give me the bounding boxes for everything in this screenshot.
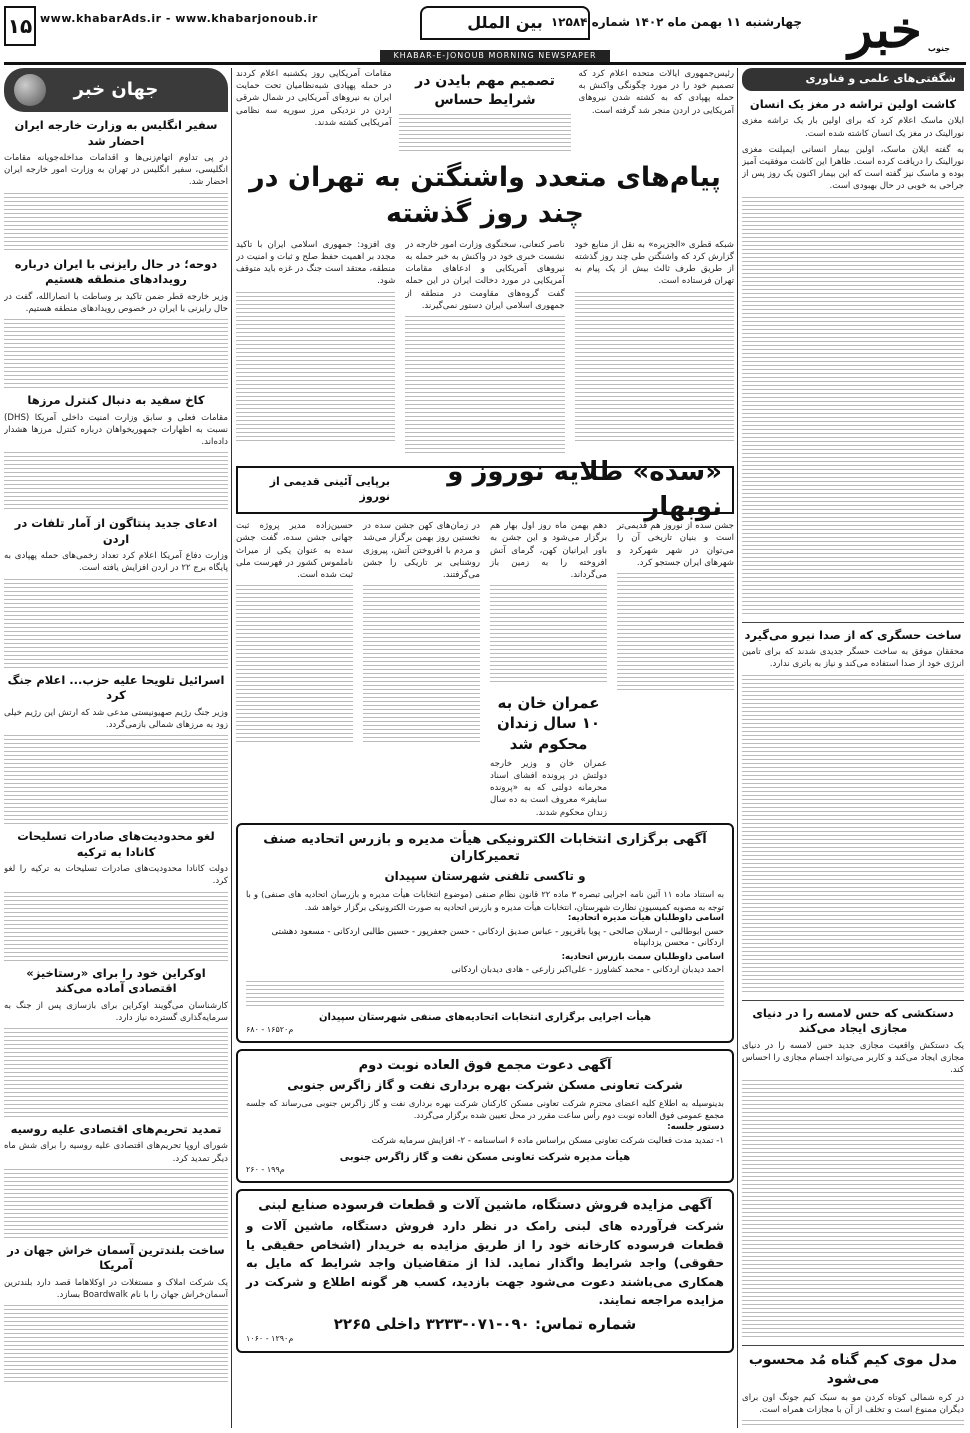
ad-subtitle: و تاکسی تلفنی شهرستان سپیدان — [384, 868, 586, 883]
article-headline[interactable]: کاشت اولین تراشه در مغز یک انسان — [749, 96, 957, 111]
article-headline[interactable]: مدل موی کیم گناه مُد محسوب می‌شود — [748, 1352, 958, 1388]
article-body: یک شرکت املاک و مستغلات در اوکلاهاما قصد دارد بلندترین آسمان‌خراش جهان را با نام Boardwalk بسازد. — [4, 1277, 228, 1301]
ad-text-block — [246, 981, 724, 1007]
article-text-block — [4, 892, 228, 962]
ad-subtitle: شرکت تعاونی مسکن شرکت بهره برداری نفت و گاز زاگرس جنوبی — [287, 1077, 683, 1092]
ad-signature: هیأت اجرایی برگزاری انتخابات اتحادیه‌های صنفی شهرستان سپیدان — [318, 1012, 652, 1023]
masthead — [0, 0, 970, 66]
ad-body: شرکت فرآورده های لبنی رامک در نظر دارد فروش دستگاه، ماشین آلات و قطعات فرسوده کارخانه خود را از طریق مزایده به خریدار (اشخاص حقیقی یا حقوقی) واجد شرایط واگذار نماید. لذا از متقاضیان واجد شرایط که مایل به همکاری می‌باشند دعوت می‌شود جهت بازدید، کسب هر گونه اطلاع و شرکت در مزایده مراجعه نمایند. — [246, 1218, 724, 1308]
article-text-block — [4, 735, 228, 825]
article-text-block — [575, 292, 734, 442]
article-text-block — [4, 193, 228, 253]
article-body: وی افزود: جمهوری اسلامی ایران با تاکید مجدد بر اهمیت حفظ صلح و ثبات و امنیت در منطقه، معتقد است جنگ در غزه باید متوقف شود. — [236, 239, 396, 287]
article-body: در زمان‌های کهن جشن سده در نخستین روز بهمن برگزار می‌شد و مردم با افروختن آتش، پیروزی روشنایی بر تاریکی را جشن می‌گرفتند. — [363, 521, 480, 580]
ad-list: حسن ابوطالبی - ارسلان صالحی - پویا باقرپور - عباس صدیق اردکانی - حسن جعفرپور - حسین طالبی اردکانی - مسعود دهشتی اردکانی - محسن یزدانپناه — [271, 926, 724, 949]
ad-reference: ۶۸۰ - ۱۶۵۲۰م — [246, 1024, 294, 1034]
article-text-block — [236, 585, 353, 745]
article-text-block — [742, 1420, 964, 1428]
assembly-notice-ad — [236, 1049, 734, 1183]
article-headline[interactable]: تمدید تحریم‌های اقتصادی علیه روسیه — [10, 1121, 222, 1136]
article-headline[interactable]: ساخت حسگری که از صدا نیرو می‌گیرد — [744, 627, 962, 642]
article-body: مقامات آمریکایی روز یکشنبه اعلام کردند در حمله پهپادی شبه‌نظامیان تحت حمایت ایران به نیروهای آمریکایی در شمال شرقی اردن در نزدیکی مرز سوریه سه نظامی آمریکایی کشته شدند. — [236, 69, 392, 128]
top-rule — [4, 62, 966, 65]
world-news-column — [4, 68, 228, 1428]
article-body: حسین‌زاده مدیر پروژه ثبت جهانی جشن سده، گفت جشن سده به عنوان یکی از میراث ناملموس کشور در فهرست ملی ثبت شده است. — [236, 521, 353, 580]
article-body: وزارت دفاع آمریکا اعلام کرد تعداد زخمی‌های حمله پهپادی به پایگاه برج ۲۲ در اردن افزایش یافته است. — [4, 551, 228, 574]
article-text-block — [4, 319, 228, 389]
article-headline[interactable]: دوحه؛ در حال رایزنی با ایران درباره رویدادهای منطقه هستیم — [14, 256, 218, 287]
top-story — [236, 68, 734, 156]
article-body: در پی تداوم اتهام‌زنی‌ها و اقدامات مداخله‌جویانه مقامات انگلیسی، سفیر انگلیس در تهران به وزارت امور خارجه ایران احضار شد. — [4, 153, 228, 188]
article-body: رئیس‌جمهوری ایالات متحده اعلام کرد که تصمیم خود را در مورد چگونگی واکنش به حمله پهپادی که به کشته شدن نیروهای آمریکایی در اردن منجر شد گرفته است. — [578, 69, 734, 116]
feature-headline[interactable]: «سده» طلایه نوروز و نوبهار — [447, 457, 722, 523]
article-headline[interactable]: ادعای جدید پنتاگون از آمار تلفات در اردن — [14, 516, 218, 546]
article-headline[interactable]: لغو محدودیت‌های صادرات تسلیحات کانادا به ترکیه — [17, 829, 215, 859]
ad-signature: هیأت مدیره شرکت تعاونی مسکن نفت و گاز زاگرس جنوبی — [339, 1152, 631, 1164]
article-text-block — [742, 197, 964, 617]
article-headline[interactable]: اوکراین خود را برای «رستاخیز» اقتصادی آماده می‌کند — [26, 965, 206, 996]
election-notice-ad — [236, 823, 734, 1043]
article-text-block — [4, 579, 228, 669]
column-header-title: جهان خبر — [73, 78, 159, 100]
article-text-block — [405, 316, 564, 456]
article-headline[interactable]: دستکشی که حس لامسه را در دنیای مجازی ایجاد می‌کند — [752, 1005, 954, 1036]
ad-title: آگهی دعوت مجمع فوق العاده نوبت دوم — [358, 1058, 612, 1074]
international-column — [236, 68, 734, 1428]
divider — [742, 1345, 964, 1346]
article-body: محققان موفق به ساخت حسگر جدیدی شدند که برای تامین انرژی خود از صدا استفاده می‌کند و نیاز به باتری ندارد. — [742, 647, 964, 670]
article-headline[interactable]: اسرائیل تلویحا علیه حزب... اعلام جنگ کرد — [7, 672, 225, 703]
ad-agenda-title: دستور جلسه: — [667, 1121, 724, 1132]
ad-agenda-items: ۱- تمدید مدت فعالیت شرکت تعاونی مسکن براساس ماده ۶ اساسنامه - ۲- افزایش سرمایه شرکت — [371, 1135, 724, 1146]
article-body: وزیر خارجه قطر ضمن تاکید بر وساطت با انصارالله، گفت در حال رایزنی با ایران در خصوص رویدادهای منطقه هستیم. — [4, 291, 228, 314]
article-body: ایلان ماسک اعلام کرد که برای اولین بار یک تراشه مغزی نورالینک در مغز یک انسان کاشته شده است. — [742, 116, 964, 139]
article-text-block — [4, 1028, 228, 1118]
newspaper-logo[interactable]: خبر — [848, 0, 922, 59]
article-body: دولت کانادا محدودیت‌های صادرات تسلیحات به ترکیه را لغو کرد. — [4, 864, 228, 887]
logo-subtitle: جنوب — [927, 44, 950, 53]
article-text-block — [236, 292, 395, 442]
science-column — [742, 68, 964, 1428]
article-text-block — [742, 675, 964, 995]
article-headline[interactable]: سفیر انگلیس به وزارت خارجه ایران احضار شد — [14, 118, 218, 148]
article-text-block — [490, 585, 607, 685]
article-text-block — [4, 1305, 228, 1385]
page-number: ۱۵ — [4, 6, 36, 46]
ad-list-title: اسامی داوطلبان سمت بازرس اتحادیه: — [561, 951, 724, 962]
article-body: مقامات فعلی و سابق وزارت امنیت داخلی آمریکا (DHS) نسبت به اظهارات جمهوریخواهان درباره کنترل مرزها هشدار داده‌اند. — [4, 412, 228, 447]
main-story-columns — [236, 239, 734, 460]
main-headline[interactable]: پیام‌های متعدد واشنگتن به تهران در چند روز گذشته — [249, 162, 721, 230]
article-body: جشن سده از نوروز هم قدیمی‌تر است و بنیان تاریخی آن را می‌توان در شهر شهرکرد و شهرهای ایران جستجو کرد. — [617, 521, 734, 568]
article-body: کارشناسان می‌گویند اوکراین برای بازسازی پس از جنگ به سرمایه‌گذاری گسترده نیاز دارد. — [4, 1000, 228, 1023]
feature-banner — [236, 457, 734, 523]
article-body: در کره شمالی کوتاه کردن مو به سبک کیم جونگ اون برای دیگران ممنوع است و تخلف از آن با مجازات همراه است. — [742, 1392, 964, 1416]
article-body: وزیر جنگ رژیم صهیونیستی مدعی شد که ارتش این رژیم خیلی زود به مرزهای شمالی بازمی‌گردد. — [4, 707, 228, 730]
feature-columns — [236, 520, 734, 823]
ad-title: آگهی مزایده فروش دستگاه، ماشین آلات و قطعات فرسوده صنایع لبنی — [258, 1198, 712, 1214]
divider — [742, 622, 964, 623]
article-body: شورای اروپا تحریم‌های اقتصادی علیه روسیه را برای شش ماه دیگر تمدید کرد. — [4, 1141, 228, 1164]
column-header — [4, 68, 228, 112]
divider — [742, 1000, 964, 1001]
article-body: به گفته ایلان ماسک، اولین بیمار انسانی ایمپلنت مغزی نورالینک را دریافت کرده است. ظاهرا این کاشت موفقیت آمیز بوده و ماسک نیز گفته است که این بیمار اکنون یک روز پس از جراحی به خوبی در حال بهبودی است. — [742, 144, 964, 192]
article-text-block — [742, 1080, 964, 1340]
dateline: چهارشنبه ۱۱ بهمن ماه ۱۴۰۲ شماره ۱۲۵۸۴ — [550, 15, 802, 29]
article-headline[interactable]: عمران خان به ۱۰ سال زندان محکوم شد — [496, 694, 601, 753]
article-headline[interactable]: کاخ سفید به دنبال کنترل مرزها — [27, 393, 205, 408]
article-body: عمران خان و وزیر خارجه دولتش در پرونده افشای اسناد محرمانه دولتی که به «پرونده سایفر» معروف است به ده سال زندان محکوم شدند. — [490, 758, 607, 818]
ad-body: به استناد ماده ۱۱ آئین نامه اجرایی تبصره ۳ ماده ۲۲ قانون نظام صنفی (موضوع انتخابات هیأت مدیره و بازرسان اتحادیه های صنفی) و با توجه به مصوبه کمیسیون نظارت شهرستان، انتخابات هیأت مدیره و بازرس اتحادیه به صورت الکترونیکی برگزار خواهد شد. — [246, 889, 725, 912]
article-text-block — [399, 114, 570, 154]
article-body: دهم بهمن ماه روز اول بهار هم برگزار می‌شود و این جشن به باور ایرانیان کهن، گرمای آتش افروخته را به زمین باز می‌گرداند. — [490, 521, 607, 580]
masthead-banner: KHABAR-E-JONOUB MORNING NEWSPAPER — [380, 50, 610, 62]
column-divider — [231, 68, 232, 1428]
section-title: بین الملل — [420, 6, 590, 40]
ad-reference: ۱۰۶۰ - ۱۲۹۰م — [246, 1334, 294, 1344]
article-body: شبکه قطری «الجزیره» به نقل از منابع خود گزارش کرد که واشنگتن طی چند روز گذشته از طریق طرف ثالث بیش از یک پیام به تهران فرستاده است. — [574, 239, 734, 287]
website-urls[interactable]: www.khabarAds.ir - www.khabarjonoub.ir — [40, 12, 318, 25]
ad-title: آگهی برگزاری انتخابات الکترونیکی هیأت مدیره و بازرس اتحادیه صنف تعمیرکاران — [263, 831, 707, 865]
ad-phone[interactable]: شماره تماس: ۰۹۰-۰۷۱-۳۲۳۳ داخلی ۲۲۶۵ — [333, 1314, 637, 1333]
article-text-block — [363, 585, 480, 745]
ad-list-title: اسامی داوطلبان هیأت مدیره اتحادیه: — [567, 913, 724, 924]
column-divider — [737, 68, 738, 1428]
globe-icon — [14, 74, 46, 106]
article-headline[interactable]: تصمیم مهم بایدن در شرایط حساس — [415, 73, 555, 108]
article-body: ناصر کنعانی، سخنگوی وزارت امور خارجه در نشست خبری خود در واکنش به خبر حمله به نیروهای آمریکایی و ادعاهای مقامات آمریکایی در مورد دخالت ایران در این حمله گفت گروه‌های مقاومت در منطقه از جمهوری اسلامی ایران دستور نمی‌گیرند. — [405, 239, 565, 311]
column-rubric: شگفتی‌های علمی و فناوری — [742, 68, 964, 91]
ad-reference: ۲۶۰ - ۱۹۹م — [246, 1164, 285, 1174]
ad-list: احمد دیدبان اردکانی - محمد کشاورز - علی‌اکبر زارعی - هادی دیدبان اردکانی — [451, 965, 724, 976]
article-body: یک دستکش واقعیت مجازی جدید حس لامسه را در دنیای مجازی ایجاد می‌کند و کاربر می‌تواند اجسام مجازی را احساس کند. — [742, 1040, 964, 1075]
ad-body: بدینوسیله به اطلاع کلیه اعضای محترم شرکت تعاونی مسکن کارکنان شرکت بهره برداری نفت و گاز زاگرس جنوبی می‌رساند که جلسه مجمع عمومی فوق العاده نوبت دوم رأس ساعت مقرر در محل تعیین شده برگزار می‌گردد. — [246, 1098, 724, 1121]
article-headline[interactable]: ساخت بلندترین آسمان خراش جهان در آمریکا — [7, 1242, 225, 1273]
article-text-block — [617, 573, 734, 693]
article-text-block — [4, 452, 228, 512]
auction-notice-ad — [236, 1189, 734, 1353]
feature-kicker: برپایی آئینی قدیمی از نوروز — [269, 475, 391, 504]
article-text-block — [4, 1169, 228, 1239]
